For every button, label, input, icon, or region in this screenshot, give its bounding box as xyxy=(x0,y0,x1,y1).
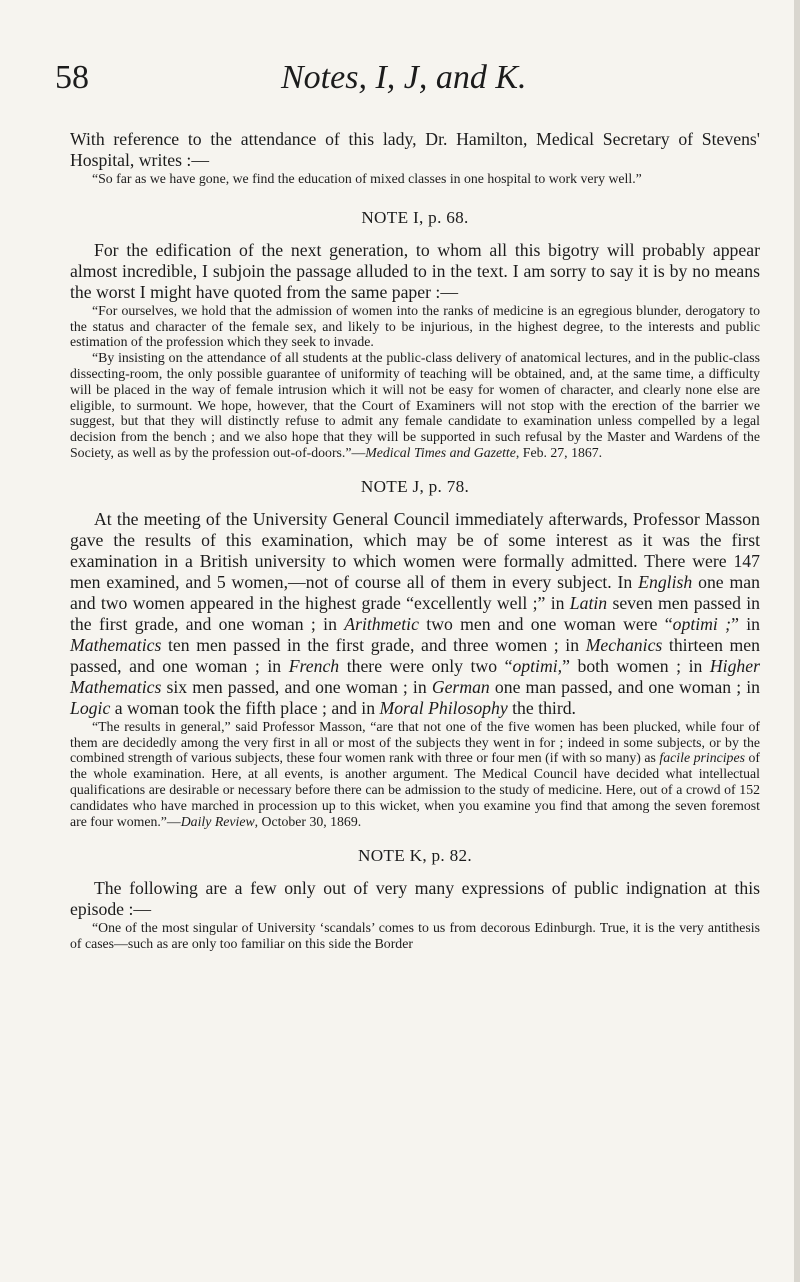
subject-higher-mathematics: Higher Mathematics xyxy=(70,655,760,697)
subject-logic: Logic xyxy=(70,697,111,718)
optimi-term: optimi ; xyxy=(672,613,732,634)
note-i-quote-1: “For ourselves, we hold that the admission of women into the ranks of medicine is an egregious blunder, derogatory to the status and character of the female sex, and likely to be injurious, in the highest degree, to the interests and public estimation of the profession which they seek to invade. xyxy=(70,302,760,350)
subject-mechanics: Mechanics xyxy=(585,634,663,655)
subject-english: English xyxy=(638,571,693,592)
page-content xyxy=(70,129,760,952)
optimi-term: optimi, xyxy=(512,655,563,676)
page-edge xyxy=(794,0,800,1282)
text-run: ” both women ; in xyxy=(562,655,710,676)
citation-source: Daily Review xyxy=(180,813,255,829)
text-run: ten men passed in the first grade, and three women ; in xyxy=(161,634,586,655)
subject-french: French xyxy=(288,655,340,676)
latin-phrase: facile principes xyxy=(659,750,745,766)
text-run: seven men passed in the first grade, and one woman ; in xyxy=(70,592,760,634)
note-j-heading: NOTE J, p. 78. xyxy=(360,476,470,496)
quote-text: “By insisting on the attendance of all students at the public-class delivery of anatomical lectures, and in the public-class dissecting-room, the only possible guarantee of uniformity of teaching will be obtained, and, at the same time, a difficulty will be placed in the way of female intrusion which it will not be easy for women of character, and clearly none else are eligible, to surmount. We hope, however, that the Court of Examiners will not stop with the erection of the barrier we suggest, but that they will distinctly refuse to admit any female candidate to examination unless compelled by a legal decision from the bench ; and we also hope that they will be supported in such refusal by the Master and Wardens of the Society, as well as by the profession out-of-doors.”— xyxy=(70,350,760,460)
note-k-paragraph: The following are a few only out of very many expressions of public indignation at this episode :— xyxy=(70,878,760,920)
citation-date: , Feb. 27, 1867. xyxy=(515,444,603,460)
text-run: six men passed, and one woman ; in xyxy=(161,676,432,697)
running-title: Notes, I, J, and K. xyxy=(281,59,527,96)
note-i-quote-2 xyxy=(70,350,760,461)
subject-moral-philosophy: Moral Philosophy xyxy=(379,697,508,718)
intro-paragraph: With reference to the attendance of this lady, Dr. Hamilton, Medical Secretary of Stevens' Hospital, writes :— xyxy=(70,129,760,170)
citation-date: , October 30, 1869. xyxy=(254,813,362,829)
note-k-quote: “One of the most singular of University ‘scandals’ comes to us from decorous Edinburgh. True, it is the very antithesis of cases—such as are only too familiar on this side the Border xyxy=(70,920,760,952)
text-run: At the meeting of the University General Council immediately afterwards, Professor Masson gave the results of this examination, which may be of some interest as it was the first examination in a British university to which women were formally admitted. There were 147 men examined, and 5 women,—not of course all of them in every subject. In xyxy=(70,508,760,592)
text-run: thirteen men passed, and one woman ; in xyxy=(70,634,761,676)
note-j-quote xyxy=(70,719,760,830)
text-run: the third. xyxy=(507,697,576,718)
subject-german: German xyxy=(431,676,490,697)
citation-source: Medical Times and Gazette xyxy=(365,444,516,460)
quote-text: “The results in general,” said Professor Masson, “are that not one of the five women has been plucked, while four of them are decidedly among the very first in all or most of the subjects they went in for ; indeed in some subjects, or by the combined strength of various subjects, these four women rank with three or four men (if with so many) as xyxy=(70,718,760,766)
note-i-paragraph: For the edification of the next generation, to whom all this bigotry will probably appear almost incredible, I subjoin the passage alluded to in the text. I am sorry to say it is by no means the worst I might have quoted from the same paper :— xyxy=(70,239,760,302)
subject-arithmetic: Arithmetic xyxy=(344,613,419,634)
page-header xyxy=(55,58,755,98)
text-run: one man passed, and one woman ; in xyxy=(489,676,760,697)
quote-text: of the whole examination. Here, at all events, is another argument. The Medical Council have decided what intellectual qualifications are desirable or necessary before there can be admission to the study of medicine. Here, out of a crowd of 152 candidates who have marched in procession up to this wicket, when you examine you find that among the seven foremost are four women.”— xyxy=(70,750,760,829)
text-run: there were only two “ xyxy=(339,655,513,676)
intro-quote: “So far as we have gone, we find the education of mixed classes in one hospital to work very well.” xyxy=(92,171,642,186)
page-number: 58 xyxy=(55,59,89,96)
note-i-heading: NOTE I, p. 68. xyxy=(361,207,469,227)
text-run: ” in xyxy=(731,613,761,634)
subject-mathematics: Mathematics xyxy=(70,634,162,655)
subject-latin: Latin xyxy=(569,592,608,613)
text-run: one man and two women appeared in the highest grade “excellently well ;” in xyxy=(70,571,760,613)
text-run: two men and one woman were “ xyxy=(418,613,673,634)
note-k-heading: NOTE K, p. 82. xyxy=(358,846,472,866)
text-run: a woman took the fifth place ; and in xyxy=(110,697,380,718)
note-j-paragraph xyxy=(70,509,760,719)
